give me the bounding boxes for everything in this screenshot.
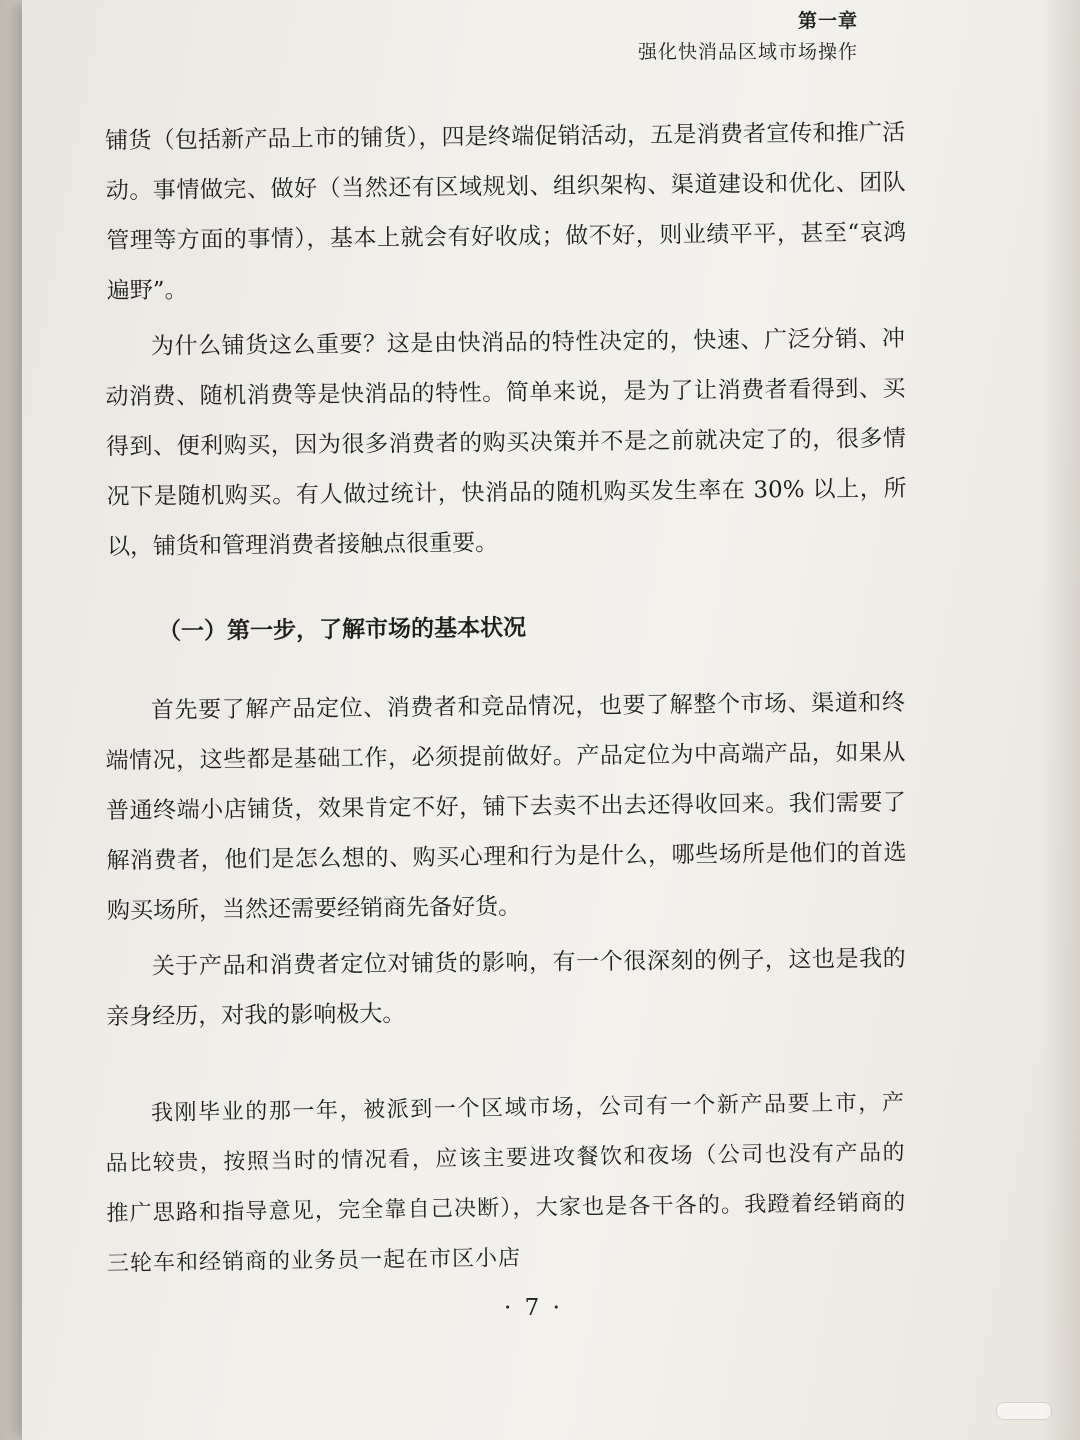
paragraph-3: 首先要了解产品定位、消费者和竞品情况，也要了解整个市场、渠道和终端情况，这些都是基础工作，必须提前做好。产品定位为中高端产品，如果从普通终端小店铺货，效果肯定不好，铺下去卖不出去还得收回来。我们需要了解消费者，他们是怎么想的、购买心理和行为是什么，哪些场所是他们的首选购买场所，当然还需要经销商先备好货。: [105, 689, 907, 925]
anecdote-text: 我刚毕业的那一年，被派到一个区域市场，公司有一个新产品要上市，产品比较贵，按照当时的情况看，应该主要进攻餐饮和夜场（公司也没有产品的推广思路和指导意见，完全靠自己决断），大家也是各干各的。我蹬着经销商的三轮车和经销商的业务员一起在市区小店: [105, 1090, 907, 1277]
book-page-edge: [0, 0, 22, 1440]
paragraph-1: 铺货（包括新产品上市的铺货），四是终端促销活动，五是消费者宣传和推广活动。事情做完、做好（当然还有区域规划、组织架构、渠道建设和优化、团队管理等方面的事情），基本上就会有好收成；做不好，则业绩平平，甚至“哀鸿遍野”。: [105, 119, 907, 305]
section-heading: （一）第一步，了解市场的基本状况: [157, 615, 527, 645]
book-page: [22, 0, 1080, 1440]
page-body: [106, 112, 906, 1284]
anecdote-block: [105, 1078, 908, 1289]
paragraph-4: 关于产品和消费者定位对铺货的影响，有一个很深刻的例子，这也是我的亲身经历，对我的影响极大。: [106, 945, 906, 1031]
chapter-label: 第一章: [797, 10, 858, 32]
chapter-title: 强化快消品区域市场操作: [637, 41, 858, 63]
paragraph-2: 为什么铺货这么重要？这是由快消品的特性决定的，快速、广泛分销、冲动消费、随机消费等是快消品的特性。简单来说，是为了让消费者看得到、买得到、便利购买，因为很多消费者的购买决策并不是之前就决定了的，很多情况下是随机购买。有人做过统计，快消品的随机购买发生率在 30% 以上，所以，铺货和管理消费者接触点很重要。: [105, 325, 907, 561]
page-number: · 7 ·: [504, 1295, 563, 1321]
page-gutter-shadow: [1042, 0, 1080, 1440]
running-head: [638, 6, 858, 68]
watermark-badge: [996, 1402, 1052, 1420]
